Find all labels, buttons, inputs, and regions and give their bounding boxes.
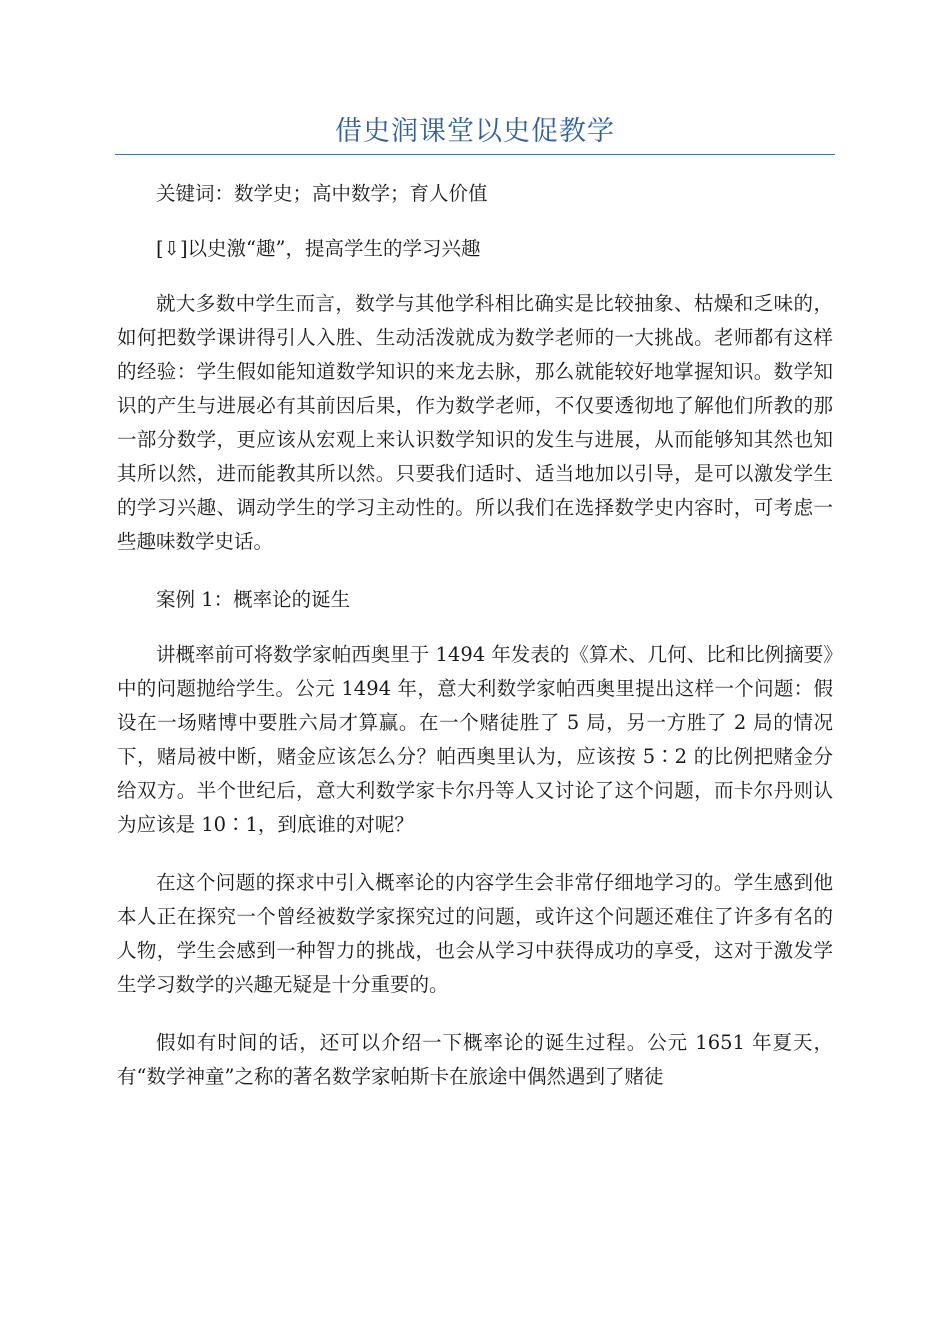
keywords-line: 关键词：数学史；高中数学；育人价值 (156, 182, 488, 205)
document-title: 借史润课堂以史促教学 (335, 116, 615, 147)
case-heading: 案例 1：概率论的诞生 (156, 588, 351, 611)
paragraph-2: 讲概率前可将数学家帕西奥里于 1494 年发表的《算术、几何、比和比例摘要》中的问题抛给学生。公元 1494 年，意大利数学家帕西奥里提出这样一个问题：假设在一场赌博中要胜六局才算赢。在一个赌徒胜了 5 局，另一方胜了 2 局的情况下，赌局被中断，赌金应该怎么分？帕西奥里认为，应该按 5∶2 的比例把赌金分给双方。半个世纪后，意大利数学家卡尔丹等人又讨论了这个问题，而卡尔丹则认为应该是 10∶1，到底谁的对呢？ (117, 643, 833, 836)
section-heading: [⇩]以史激“趣”，提高学生的学习兴趣 (156, 237, 481, 260)
paragraph-3: 在这个问题的探求中引入概率论的内容学生会非常仔细地学习的。学生感到他本人正在探究一个曾经被数学家探究过的问题，或许这个问题还难住了许多有名的人物，学生会感到一种智力的挑战，也会从学习中获得成功的享受，这对于激发学生学习数学的兴趣无疑是十分重要的。 (117, 871, 833, 996)
paragraph-1: 就大多数中学生而言，数学与其他学科相比确实是比较抽象、枯燥和乏味的，如何把数学课讲得引人入胜、生动活泼就成为数学老师的一大挑战。老师都有这样的经验：学生假如能知道数学知识的来龙去脉，那么就能较好地掌握知识。数学知识的产生与进展必有其前因后果，作为数学老师，不仅要透彻地了解他们所教的那一部分数学，更应该从宏观上来认识数学知识的发生与进展，从而能够知其然也知其所以然，进而能教其所以然。只要我们适时、适当地加以引导，是可以激发学生的学习兴趣、调动学生的学习主动性的。所以我们在选择数学史内容时，可考虑一些趣味数学史话。 (117, 292, 833, 553)
title-underline (115, 154, 835, 155)
document-body (117, 177, 833, 1115)
paragraph-4: 假如有时间的话，还可以介绍一下概率论的诞生过程。公元 1651 年夏天，有“数学神童”之称的著名数学家帕斯卡在旅途中偶然遇到了赌徒 (117, 1031, 833, 1088)
